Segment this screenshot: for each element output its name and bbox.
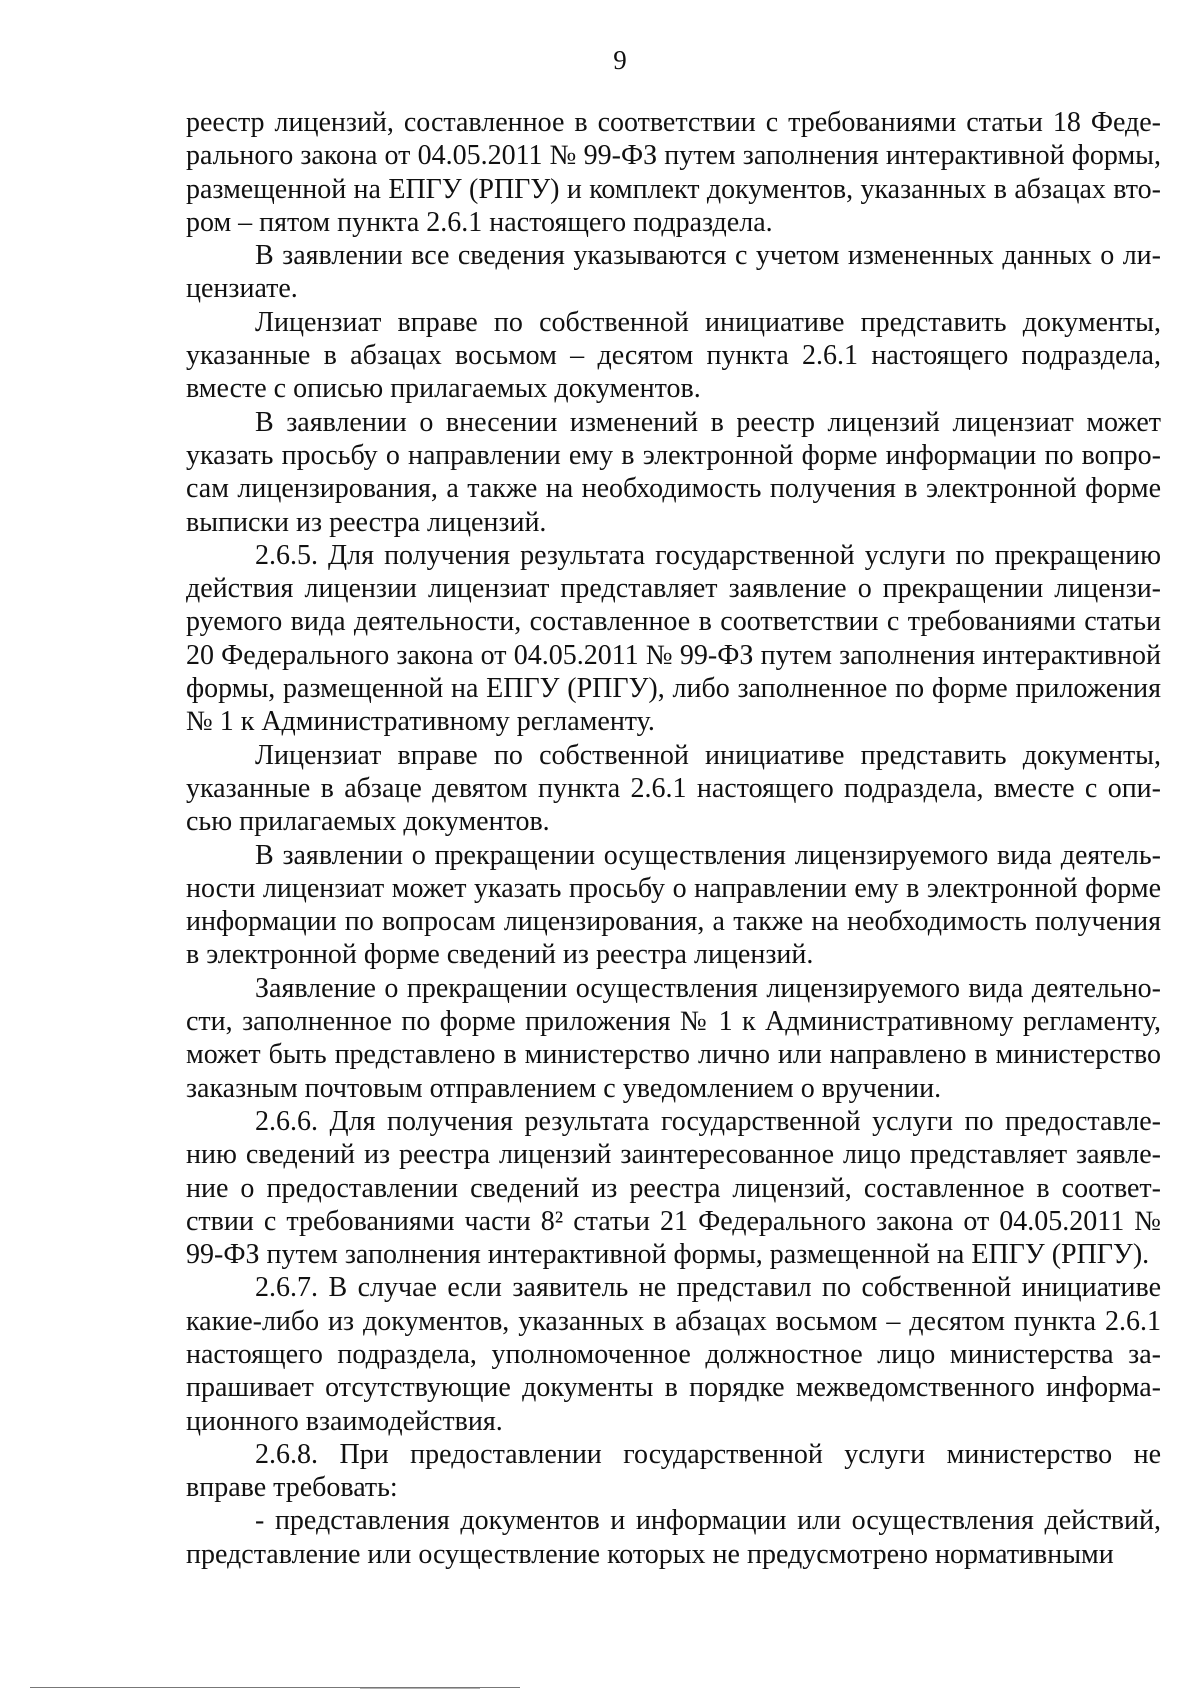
paragraph-2-6-8: 2.6.8. При предоставлении государственной услуги министерство не вправе требовать: <box>186 1438 1161 1504</box>
paragraph-2-6-7: 2.6.7. В случае если заявитель не представил по собственной инициативе какие-либо из документов, указанных в абзацах восьмом – десятом пункта 2.6.1 настоящего подраздела, уполномоченное должностное лицо министерства запрашивает отсутствующие документы в порядке межведомственного информационного взаимодействия. <box>186 1272 1161 1437</box>
paragraph-2-6-5: 2.6.5. Для получения результата государственной услуги по прекращению действия лицензии лицензиат представляет заявление о прекращении лицензируемого вида деятельности, составленное в соответствии с требованиями статьи 20 Федерального закона от 04.05.2011 № 99-ФЗ путем заполнения интерактивной формы, размещенной на ЕПГУ (РПГУ), либо заполненное по форме приложения № 1 к Административному регламенту. <box>186 539 1161 738</box>
paragraph-licensee-documents-1: Лицензиат вправе по собственной инициативе представить документы, указанные в абзацах восьмом – десятом пункта 2.6.1 настоящего подраздела, вместе с описью прилагаемых документов. <box>186 306 1161 405</box>
paragraph-updated-data: В заявлении все сведения указываются с учетом измененных данных о лицензиате. <box>186 240 1161 305</box>
page-number: 9 <box>613 45 627 75</box>
paragraph-continuation: реестр лицензий, составленное в соответствии с требованиями статьи 18 Федерального закона от 04.05.2011 № 99-ФЗ путем заполнения интерактивной формы, размещенной на ЕПГУ (РПГУ) и комплект документов, указанных в абзацах втором – пятом пункта 2.6.1 настоящего подраздела. <box>186 107 1161 238</box>
paragraph-list-item: - представления документов и информации или осуществления действий, представление или осуществление которых не предусмотрено нормативными <box>186 1505 1161 1570</box>
paragraph-electronic-request-1: В заявлении о внесении изменений в реестр лицензий лицензиат может указать просьбу о направлении ему в электронной форме информации по вопросам лицензирования, а также на необходимость получения в электронной форме выписки из реестра лицензий. <box>186 406 1161 538</box>
paragraph-licensee-documents-2: Лицензиат вправе по собственной инициативе представить документы, указанные в абзаце девятом пункта 2.6.1 настоящего подраздела, вместе с описью прилагаемых документов. <box>186 739 1161 838</box>
paragraph-electronic-request-2: В заявлении о прекращении осуществления лицензируемого вида деятельности лицензиат может указать просьбу о направлении ему в электронной форме информации по вопросам лицензирования, а также на необходимость получения в электронной форме сведений из реестра лицензий. <box>186 839 1161 971</box>
scan-bottom-line-faint <box>360 1688 480 1689</box>
document-body <box>186 106 1161 1571</box>
paragraph-termination-application: Заявление о прекращении осуществления лицензируемого вида деятельности, заполненное по форме приложения № 1 к Административному регламенту, может быть представлено в министерство лично или направлено в министерство заказным почтовым отправлением с уведомлением о вручении. <box>186 972 1161 1104</box>
paragraph-2-6-6: 2.6.6. Для получения результата государственной услуги по предоставлению сведений из реестра лицензий заинтересованное лицо представляет заявление о предоставлении сведений из реестра лицензий, составленное в соответствии с требованиями части 8² статьи 21 Федерального закона от 04.05.2011 № 99-ФЗ путем заполнения интерактивной формы, размещенной на ЕПГУ (РПГУ). <box>186 1105 1161 1271</box>
